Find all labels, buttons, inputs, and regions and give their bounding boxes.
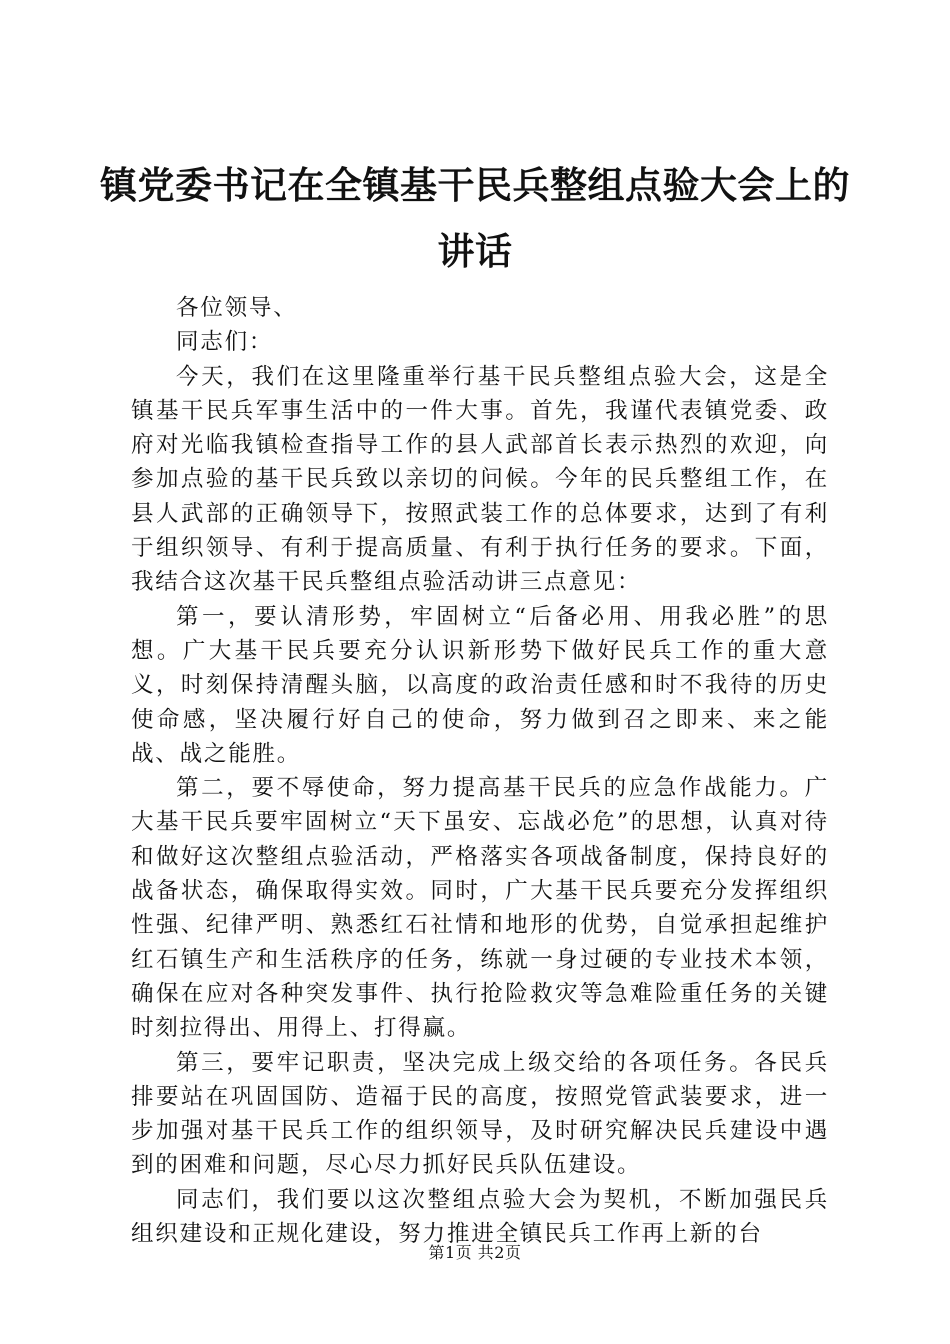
paragraph-point-1: 第一，要认清形势，牢固树立“后备必用、用我必胜”的思想。广大基干民兵要充分认识新形势下做好民兵工作的重大意义，时刻保持清醒头脑，以高度的政治责任感和时不我待的历史使命感，坚决履行好自己的使命，努力做到召之即来、来之能战、战之能胜。 [131, 603, 829, 767]
salutation-leaders: 各位领导、 [176, 295, 298, 321]
paragraph-point-3: 第三，要牢记职责，坚决完成上级交给的各项任务。各民兵排要站在巩固国防、造福于民的高度，按照党管武装要求，进一步加强对基干民兵工作的组织领导，及时研究解决民兵建设中遇到的困难和问题，尽心尽力抓好民兵队伍建设。 [131, 1049, 829, 1179]
title-line-2: 讲话 [437, 230, 513, 273]
paragraph-closing: 同志们，我们要以这次整组点验大会为契机，不断加强民兵组织建设和正规化建设，努力推进全镇民兵工作再上新的台 [131, 1186, 829, 1248]
salutation-comrades: 同志们： [176, 329, 274, 356]
document-body [131, 291, 829, 1251]
page-number-footer: 第1页 共2页 [428, 1243, 522, 1262]
title-line-1: 镇党委书记在全镇基干民兵整组点验大会上的 [100, 164, 850, 207]
paragraph-intro: 今天，我们在这里隆重举行基干民兵整组点验大会，这是全镇基干民兵军事生活中的一件大事。首先，我谨代表镇党委、政府对光临我镇检查指导工作的县人武部首长表示热烈的欢迎，向参加点验的基干民兵致以亲切的问候。今年的民兵整组工作，在县人武部的正确领导下，按照武装工作的总体要求，达到了有利于组织领导、有利于提高质量、有利于执行任务的要求。下面，我结合这次基干民兵整组点验活动讲三点意见： [131, 363, 829, 596]
document-title [100, 153, 850, 285]
paragraph-point-2: 第二，要不辱使命，努力提高基干民兵的应急作战能力。广大基干民兵要牢固树立“天下虽安、忘战必危”的思想，认真对待和做好这次整组点验活动，严格落实各项战备制度，保持良好的战备状态，确保取得实效。同时，广大基干民兵要充分发挥组织性强、纪律严明、熟悉红石社情和地形的优势，自觉承担起维护红石镇生产和生活秩序的任务，练就一身过硬的专业技术本领，确保在应对各种突发事件、执行抢险救灾等急难险重任务的关键时刻拉得出、用得上、打得赢。 [131, 775, 829, 1042]
